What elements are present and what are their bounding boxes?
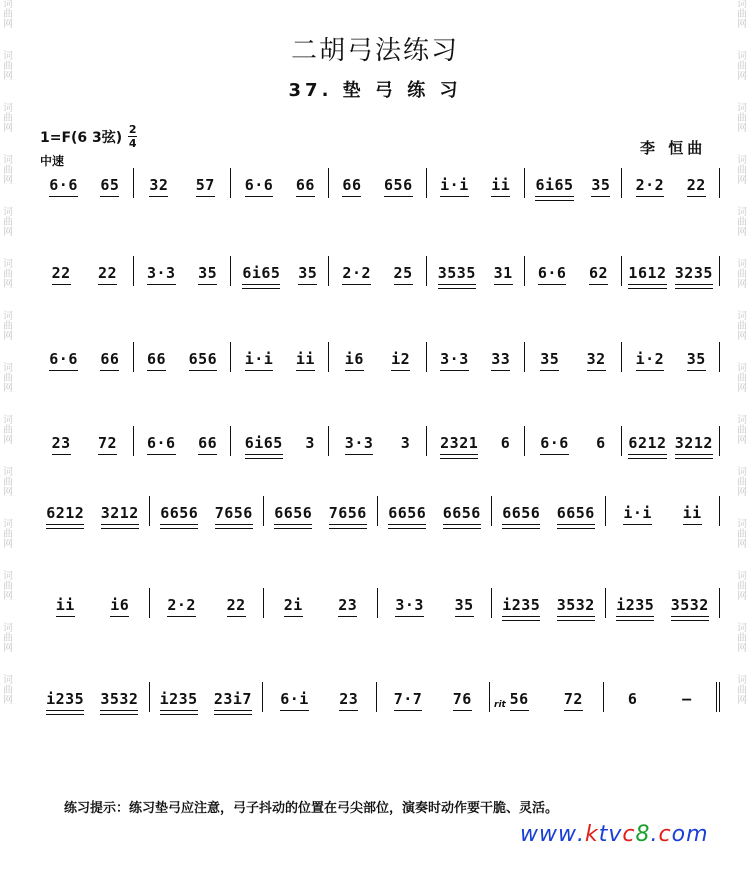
measure xyxy=(525,256,623,286)
note-group: 6i65 xyxy=(535,176,573,198)
note-group: 62 xyxy=(589,264,608,286)
note-group: i·i xyxy=(440,176,469,198)
time-signature-top: 2 xyxy=(128,123,137,136)
note-group: 6·6 xyxy=(49,350,78,372)
score-line xyxy=(36,494,720,526)
note-group: 72 xyxy=(564,690,583,712)
measure xyxy=(525,168,623,198)
note-group: 3212 xyxy=(675,434,713,456)
note-group: 3 xyxy=(400,434,411,452)
edge-mark: 词 曲 网 xyxy=(737,415,747,446)
measure xyxy=(622,342,720,372)
note-group: 22 xyxy=(52,264,71,286)
score-line xyxy=(36,254,720,286)
composer: 李 恒曲 xyxy=(640,139,707,157)
watermark-char: w xyxy=(520,822,539,847)
measure xyxy=(427,168,525,198)
edge-mark: 词 曲 网 xyxy=(3,311,13,342)
note-group: 2·2 xyxy=(636,176,665,198)
note-group: i235 xyxy=(616,596,654,618)
note-group: 6·6 xyxy=(540,434,569,456)
measure xyxy=(427,342,525,372)
note-group: i·i xyxy=(245,350,274,372)
measure xyxy=(525,342,623,372)
note-group: 2·2 xyxy=(342,264,371,286)
note-group: 23 xyxy=(338,596,357,618)
note-group: 57 xyxy=(196,176,215,198)
note-group: 56 xyxy=(510,690,529,712)
edge-mark: 词 曲 网 xyxy=(3,623,13,654)
note-group: 66 xyxy=(342,176,361,198)
measure xyxy=(150,588,264,618)
measure xyxy=(622,168,720,198)
note-group: 6656 xyxy=(160,504,198,526)
edge-mark: 词 曲 网 xyxy=(737,103,747,134)
note-group: 23 xyxy=(52,434,71,456)
measure xyxy=(329,256,427,286)
note-group: 32 xyxy=(149,176,168,198)
note-group: 6 xyxy=(596,434,606,452)
note-group: 66 xyxy=(296,176,315,198)
measure xyxy=(150,496,264,526)
note-group: i·i xyxy=(623,504,652,526)
note-group: 3212 xyxy=(101,504,139,526)
edge-mark: 词 曲 网 xyxy=(3,571,13,602)
note-group: 72 xyxy=(98,434,117,456)
measure xyxy=(606,588,720,618)
edge-mark: 词 曲 网 xyxy=(737,311,747,342)
note-group: 3·3 xyxy=(345,434,374,456)
rit-marking: rit xyxy=(494,700,506,710)
watermark-char: o xyxy=(671,822,687,847)
measure xyxy=(329,168,427,198)
note-group: 3532 xyxy=(100,690,138,712)
left-watermark-strip xyxy=(0,0,16,874)
note-group: 65 xyxy=(100,176,119,198)
measure xyxy=(378,496,492,526)
edge-mark: 词 曲 网 xyxy=(737,675,747,706)
note-group: 7656 xyxy=(329,504,367,526)
note-group: 35 xyxy=(298,264,317,286)
edge-mark: 词 曲 网 xyxy=(3,415,13,446)
note-group: 25 xyxy=(394,264,413,286)
watermark-char: . xyxy=(650,822,659,847)
measure xyxy=(490,682,604,712)
note-group: 2i xyxy=(284,596,303,618)
note-group: 22 xyxy=(687,176,706,198)
measure xyxy=(36,588,150,618)
watermark-char: w xyxy=(539,822,558,847)
measure xyxy=(134,342,232,372)
note-group: 35 xyxy=(591,176,610,198)
edge-mark: 词 曲 网 xyxy=(737,519,747,550)
note-group: 31 xyxy=(494,264,513,286)
note-group: 6 xyxy=(500,434,511,452)
measure xyxy=(36,256,134,286)
measure xyxy=(36,682,150,712)
right-watermark-strip xyxy=(734,0,750,874)
note-group: 3·3 xyxy=(147,264,176,286)
page-title: 二胡弓法练习 xyxy=(290,36,459,66)
note-group: 6212 xyxy=(628,434,666,456)
score-line xyxy=(36,166,720,198)
note-group: 3 xyxy=(305,434,315,452)
edge-mark: 词 曲 网 xyxy=(3,103,13,134)
score-line xyxy=(36,424,720,456)
key-signature-text: 1=F(6 3弦) xyxy=(40,129,123,146)
note-group: ii xyxy=(491,176,510,198)
edge-mark: 词 曲 网 xyxy=(3,363,13,394)
score-line xyxy=(36,340,720,372)
time-signature-bottom: 4 xyxy=(128,137,137,150)
watermark-char: c xyxy=(658,822,672,847)
score-line xyxy=(36,586,720,618)
measure xyxy=(134,426,232,456)
note-group: 6212 xyxy=(46,504,84,526)
edge-mark: 词 曲 网 xyxy=(737,363,747,394)
watermark-char: k xyxy=(585,822,599,847)
edge-mark: 词 曲 网 xyxy=(737,51,747,82)
note-group: 66 xyxy=(147,350,166,372)
edge-mark: 词 曲 网 xyxy=(3,155,13,186)
edge-mark: 词 曲 网 xyxy=(3,0,13,30)
score-line xyxy=(36,680,720,712)
measure xyxy=(263,682,377,712)
edge-mark: 词 曲 网 xyxy=(737,259,747,290)
measure xyxy=(36,168,134,198)
measure xyxy=(36,426,134,456)
edge-mark: 词 曲 网 xyxy=(3,467,13,498)
measure xyxy=(150,682,264,712)
edge-mark: 词 曲 网 xyxy=(3,259,13,290)
note-group: 35 xyxy=(540,350,559,372)
note-group: 6·6 xyxy=(245,176,274,198)
note-group: 35 xyxy=(455,596,474,618)
note-group: 6·6 xyxy=(538,264,567,286)
note-group: i235 xyxy=(160,690,198,712)
note-group: 35 xyxy=(198,264,217,286)
time-signature xyxy=(128,124,137,149)
measure xyxy=(264,496,378,526)
note-group: i235 xyxy=(502,596,540,618)
note-group: 35 xyxy=(687,350,706,372)
note-group: i6 xyxy=(110,596,129,618)
note-group: 3532 xyxy=(671,596,709,618)
note-group: 6656 xyxy=(388,504,426,526)
note-group: 6656 xyxy=(443,504,481,526)
note-group: ii xyxy=(56,596,75,618)
note-group: 23i7 xyxy=(214,690,252,712)
site-watermark xyxy=(520,822,709,847)
watermark-char: . xyxy=(577,822,585,847)
note-group: 23 xyxy=(339,690,358,712)
watermark-char: t xyxy=(598,822,609,847)
measure xyxy=(329,426,427,456)
edge-mark: 词 曲 网 xyxy=(737,623,747,654)
note-group: ii xyxy=(683,504,702,526)
note-group: – xyxy=(682,690,692,708)
note-group: 22 xyxy=(98,264,117,286)
measure xyxy=(231,426,329,456)
measure xyxy=(604,682,721,712)
measure xyxy=(231,168,329,198)
exercise-title: 37. 垫 弓 练 习 xyxy=(288,80,462,101)
measure xyxy=(134,256,232,286)
note-group: 6 xyxy=(627,690,638,708)
note-group: ii xyxy=(296,350,315,372)
note-group: i6 xyxy=(345,350,364,372)
watermark-char: m xyxy=(686,822,709,847)
note-group: i·2 xyxy=(636,350,665,372)
watermark-char: v xyxy=(608,822,623,847)
measure xyxy=(622,256,720,286)
note-group: 33 xyxy=(491,350,510,372)
note-group: 66 xyxy=(198,434,217,456)
note-group: 22 xyxy=(227,596,246,618)
note-group: 656 xyxy=(189,350,218,372)
key-signature xyxy=(40,124,137,149)
note-group: 3·3 xyxy=(440,350,469,372)
measure xyxy=(492,588,606,618)
edge-mark: 词 曲 网 xyxy=(737,207,747,238)
edge-mark: 词 曲 网 xyxy=(737,155,747,186)
note-group: 76 xyxy=(453,690,472,712)
note-group: 3·3 xyxy=(395,596,424,618)
practice-tip: 练习提示：练习垫弓应注意，弓子抖动的位置在弓尖部位，演奏时动作要干脆、灵活。 xyxy=(64,801,559,816)
measure xyxy=(231,256,329,286)
measure xyxy=(525,426,623,456)
note-group: 3235 xyxy=(675,264,713,286)
note-group: i235 xyxy=(46,690,84,712)
edge-mark: 词 曲 网 xyxy=(737,467,747,498)
note-group: 32 xyxy=(587,350,606,372)
measure xyxy=(427,256,525,286)
measure xyxy=(378,588,492,618)
watermark-char: 8 xyxy=(635,822,651,847)
watermark-char: c xyxy=(622,822,636,847)
note-group: 6·6 xyxy=(147,434,176,456)
note-group: 656 xyxy=(384,176,413,198)
note-group: 3532 xyxy=(557,596,595,618)
note-group: 6·6 xyxy=(49,176,78,198)
note-group: 66 xyxy=(100,350,119,372)
measure xyxy=(36,496,150,526)
note-group: 2321 xyxy=(440,434,478,456)
edge-mark: 词 曲 网 xyxy=(737,0,747,30)
note-group: 6·i xyxy=(280,690,309,712)
note-group: 7·7 xyxy=(394,690,423,712)
note-group: 6i65 xyxy=(242,264,280,286)
measure xyxy=(606,496,720,526)
measure xyxy=(622,426,720,456)
measure xyxy=(492,496,606,526)
measure xyxy=(231,342,329,372)
edge-mark: 词 曲 网 xyxy=(3,207,13,238)
measure xyxy=(329,342,427,372)
measure xyxy=(36,342,134,372)
note-group: 6656 xyxy=(557,504,595,526)
measure xyxy=(264,588,378,618)
measure xyxy=(377,682,491,712)
edge-mark: 词 曲 网 xyxy=(3,519,13,550)
measure xyxy=(134,168,232,198)
note-group: 7656 xyxy=(215,504,253,526)
edge-mark: 词 曲 网 xyxy=(737,571,747,602)
note-group: 2·2 xyxy=(167,596,196,618)
watermark-char: w xyxy=(558,822,577,847)
note-group: 6656 xyxy=(502,504,540,526)
edge-mark: 词 曲 网 xyxy=(3,51,13,82)
note-group: 1612 xyxy=(628,264,666,286)
edge-mark: 词 曲 网 xyxy=(3,675,13,706)
note-group: i2 xyxy=(391,350,410,372)
note-group: 6656 xyxy=(274,504,312,526)
tempo-marking: 中速 xyxy=(40,154,65,168)
note-group: 6i65 xyxy=(245,434,283,456)
measure xyxy=(427,426,525,456)
note-group: 3535 xyxy=(438,264,476,286)
